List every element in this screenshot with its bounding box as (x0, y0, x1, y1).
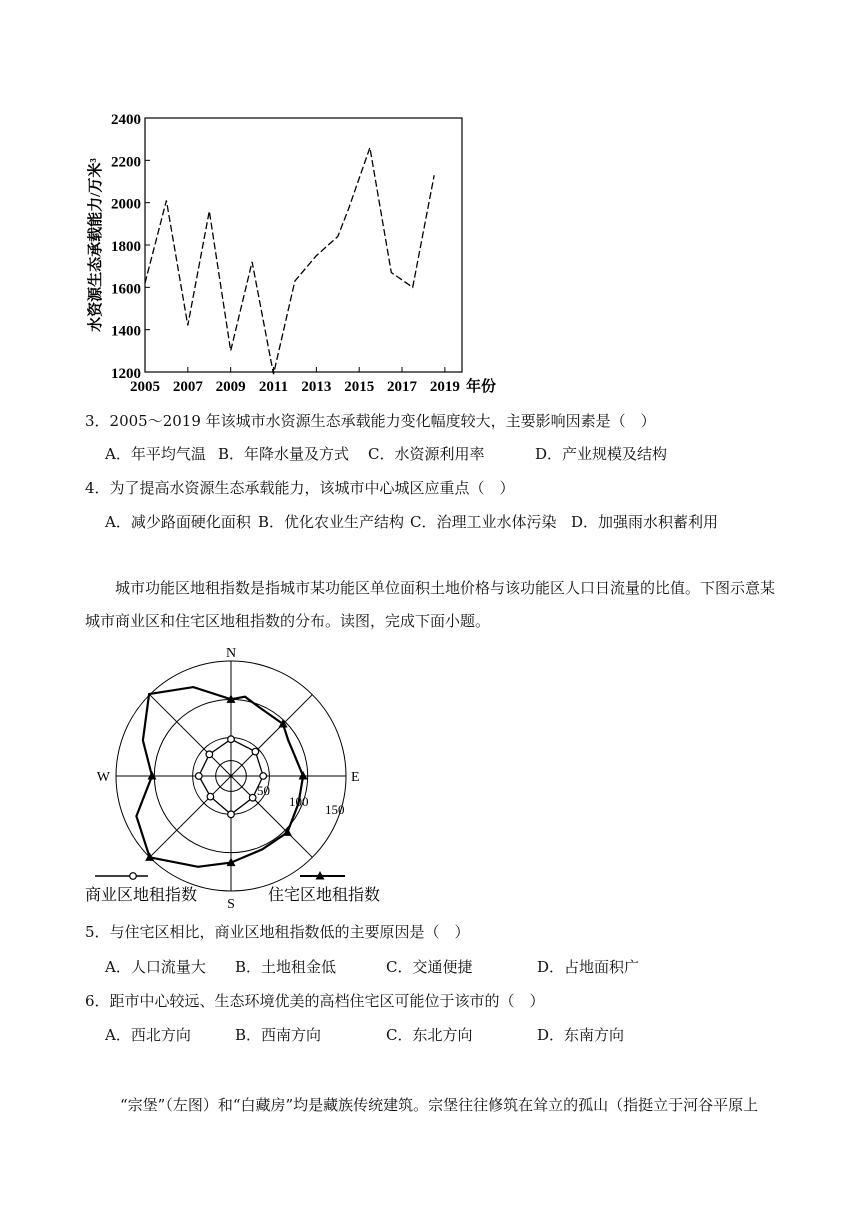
y-tick-label: 2200 (111, 154, 141, 171)
residential-marker (299, 771, 308, 780)
question-6-option-c[interactable]: C．东北方向 (386, 1026, 473, 1044)
y-tick-label: 1800 (111, 239, 141, 255)
commercial-marker (206, 751, 213, 758)
y-tick-label: 1200 (111, 366, 141, 382)
commercial-marker (228, 736, 235, 743)
legend-residential-label: 住宅区地租指数 (268, 887, 381, 904)
legend-commercial-label: 商业区地租指数 (85, 887, 198, 904)
commercial-marker (249, 794, 256, 801)
commercial-marker (252, 748, 259, 755)
ring-label: 50 (257, 783, 270, 798)
question-3-stem: 3．2005～2019 年该城市水资源生态承载能力变化幅度较大，主要影响因素是（ ） (85, 412, 656, 430)
question-3-option-b[interactable]: B．年降水量及方式 (218, 445, 350, 463)
series-line (145, 148, 434, 375)
intro-paragraph: 城市功能区地租指数是指城市某功能区单位面积土地价格与该功能区人口日流量的比值。下图示意某城市商业区和住宅区地租指数的分布。读图，完成下面小题。 (85, 579, 776, 630)
question-6-stem: 6．距市中心较远、生态环境优美的高档住宅区可能位于该市的（ ） (85, 992, 545, 1010)
y-axis-label: 水资源生态承载能力/万米³ (88, 158, 104, 332)
x-tick-label: 2009 (215, 379, 246, 395)
land-rent-radar-chart (0, 640, 868, 910)
question-5-option-a[interactable]: A．人口流量大 (105, 958, 206, 976)
question-4-option-c[interactable]: C．治理工业水体污染 (410, 513, 557, 531)
x-tick-label: 2017 (387, 379, 418, 395)
x-tick-label: 2011 (258, 379, 289, 395)
x-tick-label: 2007 (172, 379, 203, 395)
commercial-marker (207, 793, 214, 800)
question-5-stem: 5．与住宅区相比，商业区地租指数低的主要原因是（ ） (85, 923, 470, 941)
direction-label-w: W (96, 770, 110, 785)
y-tick-label: 1600 (111, 281, 141, 298)
direction-label-e: E (351, 770, 360, 785)
x-axis-label: 年份 (466, 379, 497, 395)
question-4-option-b[interactable]: B．优化农业生产结构 (258, 513, 405, 531)
question-3-option-a[interactable]: A．年平均气温 (105, 445, 206, 463)
next-intro-paragraph: “宗堡”（左图）和“白藏房”均是藏族传统建筑。宗堡往往修筑在耸立的孤山（指挺立于河谷平原上 (120, 1096, 759, 1114)
commercial-marker (228, 811, 235, 818)
question-5-option-b[interactable]: B．土地租金低 (235, 958, 337, 976)
question-5-option-d[interactable]: D．占地面积广 (537, 958, 640, 976)
y-tick-label: 2000 (111, 196, 141, 213)
question-3-option-d[interactable]: D．产业规模及结构 (535, 445, 668, 463)
y-tick-label: 2400 (111, 112, 141, 128)
x-tick-label: 2019 (429, 379, 460, 395)
x-tick-label: 2013 (301, 379, 332, 395)
direction-label-n: N (225, 646, 237, 661)
direction-label-s: S (227, 897, 235, 910)
ring-label: 150 (325, 802, 345, 817)
legend-commercial-marker (130, 873, 137, 880)
question-6-option-a[interactable]: A．西北方向 (105, 1026, 191, 1044)
residential-marker (148, 771, 157, 780)
question-4-stem: 4．为了提高水资源生态承载能力，该城市中心城区应重点（ ） (85, 479, 515, 497)
question-6-option-b[interactable]: B．西南方向 (235, 1026, 322, 1044)
question-4-option-a[interactable]: A．减少路面硬化面积 (105, 513, 251, 531)
question-3-option-c[interactable]: C．水资源利用率 (368, 445, 485, 463)
y-tick-label: 1400 (111, 323, 141, 340)
commercial-marker (260, 773, 267, 780)
question-6-option-d[interactable]: D．东南方向 (537, 1026, 625, 1044)
ring-label: 100 (289, 794, 309, 809)
plot-frame (145, 118, 462, 372)
commercial-marker (196, 773, 203, 780)
x-tick-label: 2005 (130, 379, 160, 395)
question-5-option-c[interactable]: C．交通便捷 (386, 958, 473, 976)
water-capacity-line-chart (0, 0, 868, 400)
residential-rent-line (136, 687, 303, 867)
question-4-option-d[interactable]: D．加强雨水积蓄利用 (571, 513, 719, 531)
x-tick-label: 2015 (344, 379, 375, 395)
